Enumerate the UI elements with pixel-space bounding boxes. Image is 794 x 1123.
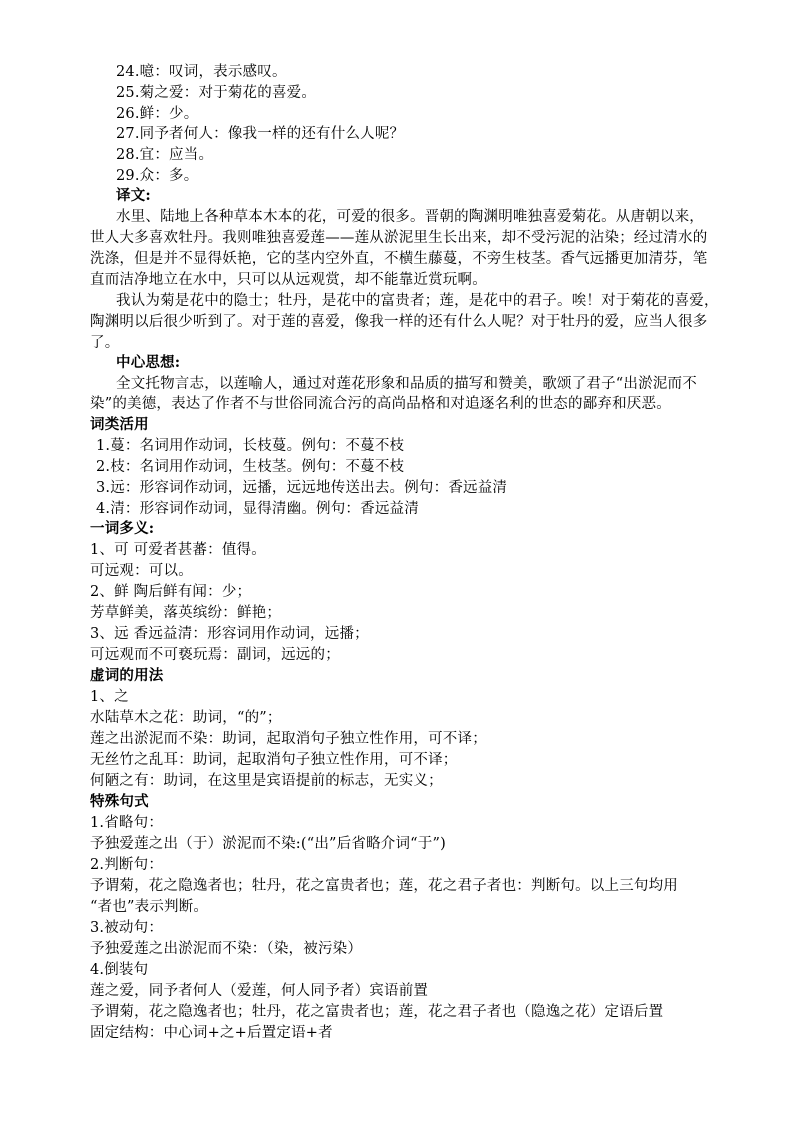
function-words-line: 何陋之有：助词，在这里是宾语提前的标志，无实义；: [90, 773, 443, 789]
theme-heading: 中心思想:: [116, 354, 181, 371]
sentence-example: 莲之爱，同予者何人（爱莲，何人同予者）宾语前置: [90, 983, 429, 999]
polysemy-line: 可远观：可以。: [90, 563, 193, 579]
function-words-line: 1、之: [90, 689, 129, 705]
polysemy-line: 2、鲜 陶后鲜有闻：少；: [90, 584, 252, 600]
polysemy-line: 芳草鲜美，落英缤纷：鲜艳；: [90, 605, 282, 621]
translation-line: 洗涤，但是并不显得妖艳，它的茎内空外直，不横生藤蔓，不旁生枝茎。香气远播更加清芬，笔: [90, 251, 708, 267]
conversion-heading: 词类活用: [90, 416, 149, 433]
translation-heading: 译文:: [116, 187, 151, 204]
note-27: 27.同予者何人：像我一样的还有什么人呢？: [116, 126, 405, 142]
sentence-type-title: 3.被动句：: [90, 920, 164, 936]
polysemy-line: 3、远 香远益清：形容词用作动词，远播；: [90, 626, 369, 642]
conversion-item: 1.蔓：名词用作动词，长枝蔓。例句：不蔓不枝: [96, 438, 405, 454]
function-words-line: 莲之出淤泥而不染：助词，起取消句子独立性作用，可不译；: [90, 731, 487, 747]
note-24: 24.噫：叹词，表示感叹。: [116, 64, 287, 80]
sentence-type-title: 2.判断句：: [90, 857, 164, 873]
polysemy-line: 1、可 可爱者甚蕃：值得。: [90, 542, 266, 558]
sentence-example: “者也”表示判断。: [90, 899, 209, 915]
sentence-type-title: 4.倒装句: [90, 962, 149, 978]
translation-line: 水里、陆地上各种草本木本的花，可爱的很多。晋朝的陶渊明唯独喜爱菊花。从唐朝以来，: [116, 209, 704, 225]
translation-line: 直而洁净地立在水中，只可以从远观赏，却不能靠近赏玩啊。: [90, 272, 487, 288]
sentence-example: 予独爱莲之出淤泥而不染：（染，被污染）: [90, 941, 363, 957]
theme-line: 染”的美德，表达了作者不与世俗同流合污的高尚品格和对追逐名利的世态的鄙弃和厌恶。: [90, 396, 671, 412]
translation-line: 我认为菊是花中的隐士；牡丹，是花中的富贵者；莲，是花中的君子。唉！对于菊花的喜爱，: [116, 293, 719, 309]
sentence-type-title: 1.省略句：: [90, 815, 164, 831]
polysemy-heading: 一词多义:: [90, 520, 155, 537]
sentence-example: 固定结构：中心词+之+后置定语+者: [90, 1025, 333, 1041]
translation-line: 陶渊明以后很少听到了。对于莲的喜爱，像我一样的还有什么人呢？对于牡丹的爱，应当人很多: [90, 314, 708, 330]
note-29: 29.众：多。: [116, 168, 199, 184]
conversion-item: 3.远：形容词作动词，远播，远远地传送出去。例句：香远益清: [96, 480, 508, 496]
note-26: 26.鲜：少。: [116, 106, 199, 122]
note-28: 28.宜：应当。: [116, 147, 214, 163]
sentence-example: 予谓菊，花之隐逸者也；牡丹，花之富贵者也；莲，花之君子者也（隐逸之花）定语后置: [90, 1004, 664, 1020]
note-25: 25.菊之爱：对于菊花的喜爱。: [116, 85, 317, 101]
function-words-line: 无丝竹之乱耳：助词，起取消句子独立性作用，可不译；: [90, 752, 458, 768]
theme-line: 全文托物言志，以莲喻人，通过对莲花形象和品质的描写和赞美，歌颂了君子“出淤泥而不: [116, 376, 697, 392]
translation-line: 世人大多喜欢牡丹。我则唯独喜爱莲——莲从淤泥里生长出来，却不受污泥的沾染；经过清水的: [90, 230, 708, 246]
polysemy-line: 可远观而不可亵玩焉：副词，远远的；: [90, 647, 340, 663]
translation-line: 了。: [90, 335, 120, 351]
function-words-line: 水陆草木之花：助词，“的”；: [90, 710, 282, 726]
sentences-heading: 特殊句式: [90, 793, 149, 810]
conversion-item: 2.枝：名词用作动词，生枝茎。例句：不蔓不枝: [96, 459, 405, 475]
sentence-example: 予独爱莲之出（于）淤泥而不染:(“出”后省略介词“于”): [90, 836, 446, 852]
function-words-heading: 虚词的用法: [90, 667, 164, 684]
conversion-item: 4.清：形容词作动词，显得清幽。例句：香远益清: [96, 501, 419, 517]
sentence-example: 予谓菊，花之隐逸者也；牡丹，花之富贵者也；莲，花之君子者也：判断句。以上三句均用: [90, 878, 678, 894]
